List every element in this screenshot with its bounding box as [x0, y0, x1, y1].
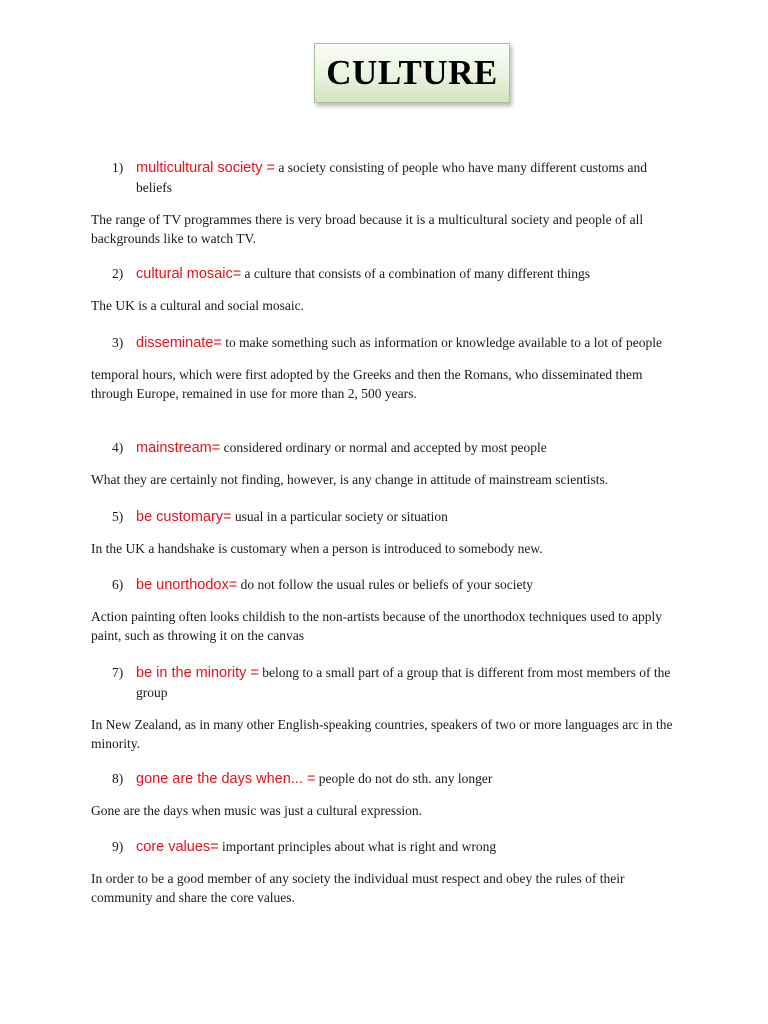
title-box	[314, 43, 510, 103]
term: be in the minority =	[136, 665, 259, 681]
item-number: 7)	[112, 665, 124, 680]
item-number: 1)	[112, 160, 124, 175]
term: multicultural society =	[136, 160, 276, 176]
vocab-entry-3	[0, 333, 768, 403]
definition: important principles about what is right and wrong	[222, 839, 497, 854]
definition: usual in a particular society or situation	[234, 509, 448, 524]
example-sentence: temporal hours, which were first adopted by the Greeks and then the Romans, who disseminated them through Europe, remained in use for more than 2, 500 years.	[91, 367, 643, 401]
definition-line	[0, 575, 768, 595]
definition: considered ordinary or normal and accepted by most people	[223, 440, 547, 455]
vocab-entry-9	[0, 837, 768, 907]
definition: do not follow the usual rules or beliefs of your society	[240, 577, 534, 592]
definition-line	[0, 507, 768, 527]
definition: people do not do sth. any longer	[318, 771, 493, 786]
vocab-entry-1	[0, 158, 768, 248]
example-sentence: Action painting often looks childish to the non-artists because of the unorthodox techniques used to apply paint, such as throwing it on the canvas	[91, 609, 663, 643]
page-title: CULTURE	[326, 53, 498, 92]
example-sentence: The range of TV programmes there is very broad because it is a multicultural society and people of all backgrounds like to watch TV.	[91, 212, 644, 246]
item-number: 3)	[112, 335, 124, 350]
example-sentence: The UK is a cultural and social mosaic.	[91, 298, 304, 313]
definition-line	[0, 158, 768, 198]
definition-line	[0, 769, 768, 789]
term: be customary=	[136, 509, 232, 525]
definition: a society consisting of people who have many different customs and beliefs	[136, 160, 648, 195]
definition: a culture that consists of a combination of many different things	[244, 266, 590, 281]
example-sentence: In order to be a good member of any society the individual must respect and obey the rules of their community and share the core values.	[91, 871, 625, 905]
vocab-entry-2	[0, 264, 768, 315]
example-sentence: In the UK a handshake is customary when a person is introduced to somebody new.	[91, 541, 543, 556]
vocab-entry-4	[0, 438, 768, 489]
example-sentence: In New Zealand, as in many other English-speaking countries, speakers of two or more languages arc in the minority.	[91, 717, 673, 751]
vocab-entry-8	[0, 769, 768, 820]
term: be unorthodox=	[136, 577, 238, 593]
vocab-entry-6	[0, 575, 768, 645]
vocab-entry-7	[0, 663, 768, 753]
example-sentence: What they are certainly not finding, however, is any change in attitude of mainstream scientists.	[91, 472, 609, 487]
definition: belong to a small part of a group that is different from most members of the group	[136, 665, 671, 700]
definition-line	[0, 264, 768, 284]
item-number: 9)	[112, 839, 124, 854]
term: cultural mosaic=	[136, 266, 242, 282]
term: disseminate=	[136, 335, 222, 351]
item-number: 2)	[112, 266, 124, 281]
definition-line	[0, 837, 768, 857]
example-sentence: Gone are the days when music was just a cultural expression.	[91, 803, 423, 818]
item-number: 5)	[112, 509, 124, 524]
vocab-entry-5	[0, 507, 768, 558]
term: mainstream=	[136, 440, 221, 456]
term: core values=	[136, 839, 219, 855]
definition-line	[0, 663, 768, 703]
item-number: 6)	[112, 577, 124, 592]
term: gone are the days when... =	[136, 771, 316, 787]
definition-line	[0, 438, 768, 458]
definition-line	[0, 333, 768, 353]
item-number: 8)	[112, 771, 124, 786]
item-number: 4)	[112, 440, 124, 455]
definition: to make something such as information or knowledge available to a lot of people	[225, 335, 662, 350]
